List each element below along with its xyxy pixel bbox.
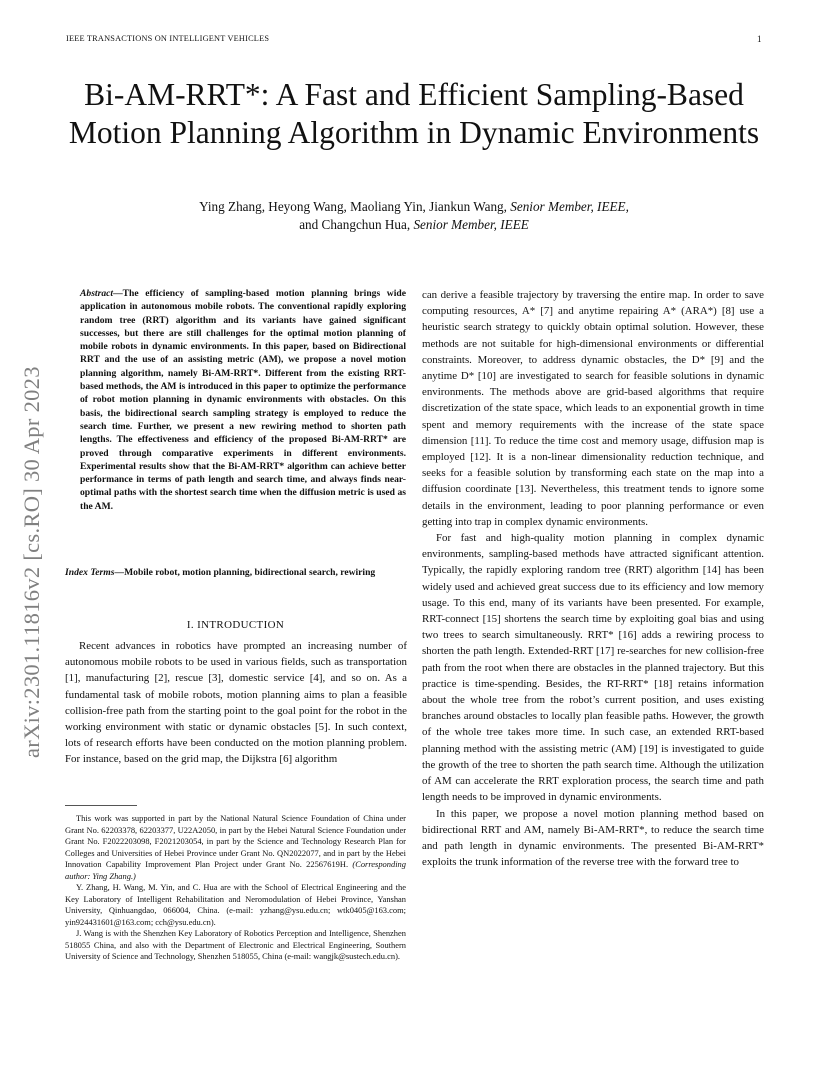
author-line-1: Ying Zhang, Heyong Wang, Maoliang Yin, Jiankun Wang, [199, 199, 507, 214]
footnote-corresponding: (Corresponding author: Ying Zhang.) [65, 859, 406, 881]
author-role-1: Senior Member, IEEE, [510, 199, 629, 214]
author-line-2: and Changchun Hua, [299, 217, 411, 232]
footnote-funding: This work was supported in part by the National Natural Science Foundation of China under Grant No. 62203378, 62203377, U22A2050, in part by the Hebei Natural Science Foundation under Grant No. F2022203098, F2021203054, in part by the Science and Technology Research Plan for Colleges and Universities of Hebei Province under Grant No. QN2022077, and in part by the Hebei Innovation Capability Improvement Plan Project under Grant No. 22567619H. (Corresponding author: Ying Zhang.) [65, 813, 406, 881]
footnote-rule [65, 805, 137, 806]
index-terms [65, 566, 406, 579]
right-paragraph-1: can derive a feasible trajectory by traversing the entire map. In order to save computing resources, A* [7] and anytime repairing A* (ARA*) [8] use a heuristic search strategy to quickly obtain optimal solution. However, these methods are not suitable for high-dimensional environments or differential constraints. Moreover, to address dynamic obstacles, the D* [9] and the anytime D* [10] are investigated to search for feasible solutions in dynamic environments. The methods above are grid-based algorithms that require discretization of the state space, which leads to an exponential growth in time spent and memory requirements with the increase of the state space dimension [11]. To reduce the time cost and memory usage, diffusion map is employed [12]. It is a non-linear dimensionality reduction technique, and seeks for a feasible solution by transforming each state on the map into a diffusion coordinate [13]. Nevertheless, this treatment tends to ignore some details in the environment, leading to poor planning performance or even getting into trap in complex dynamic environments. [422, 289, 764, 528]
page-number: 1 [757, 34, 762, 44]
arxiv-side-label: arXiv:2301.11816v2 [cs.RO] 30 Apr 2023 [19, 366, 44, 758]
intro-paragraph: Recent advances in robotics have prompted an increasing number of autonomous mobile robots to be used in various fields, such as transportation [1], manufacturing [2], rescue [3], domestic service [4], and so on. As a fundamental task of mobile robots, motion planning aims to plan a feasible collision-free path from the starting point to the goal point for the robot in the working environment with static or dynamic obstacles [5]. In such context, lots of research efforts have been conducted on the motion planning problem. For instance, based on the grid map, the Dijkstra [6] algorithm [65, 640, 407, 766]
footnote-affiliation-2: J. Wang is with the Shenzhen Key Laboratory of Robotics Perception and Intelligence, Shenzhen 518055 China, and also with the Department of Electronic and Electrical Engineering, Southern University of Science and Technology, Shenzhen 518055, China (e-mail: wangjk@sustech.edu.cn). [65, 928, 406, 961]
footnote-affiliation-1: Y. Zhang, H. Wang, M. Yin, and C. Hua are with the School of Electrical Engineering and the Key Laboratory of Intelligent Rehabilitation and Neromodulation of Hebei Province, Yanshan University, Qinhuangdao, 066004, China. (e-mail: yzhang@ysu.edu.cn; wtk0405@163.com; yin924431601@163.com; cch@ysu.edu.cn). [65, 882, 406, 927]
right-column [422, 287, 764, 870]
paper-title: Bi-AM-RRT*: A Fast and Efficient Sampling-Based Motion Planning Algorithm in Dynamic Environments [68, 77, 760, 150]
author-block [60, 198, 768, 234]
footnotes [65, 813, 406, 963]
right-paragraph-3: In this paper, we propose a novel motion planning method based on bidirectional RRT and AM, namely Bi-AM-RRT*, to reduce the search time and path length in dynamic environments. The presented Bi-AM-RRT* exploits the trunk information of the reverse tree with the forward tree to [422, 807, 764, 869]
running-head: IEEE TRANSACTIONS ON INTELLIGENT VEHICLES [66, 34, 270, 43]
intro-left-column [65, 638, 407, 768]
abstract [80, 287, 406, 513]
author-role-2: Senior Member, IEEE [413, 217, 529, 232]
abstract-text: —The efficiency of sampling-based motion planning brings wide application in autonomous mobile robots. The conventional rapidly exploring random tree (RRT) algorithm and its variants have gained significant successes, but there are still challenges for the optimal motion planning of mobile robots in dynamic environments. In this paper, based on Bidirectional RRT and the use of an assisting metric (AM), we propose a novel motion planning algorithm, namely Bi-AM-RRT*. Different from the existing RRT-based methods, the AM is introduced in this paper to optimize the performance of robot motion planning in dynamic environments with obstacles. On this basis, the bidirectional search sampling strategy is employed to reduce the search time. Further, we present a new rewiring method to shorten path lengths. The effectiveness and efficiency of the proposed Bi-AM-RRT* are proved through comparative experiments in different environments. Experimental results show that the Bi-AM-RRT* algorithm can achieve better performance in terms of path length and search time, and always finds near-optimal paths with the shortest search time when the diffusion metric is used as the AM. [80, 288, 406, 512]
section-heading-introduction: I. INTRODUCTION [186, 619, 285, 631]
right-paragraph-2: For fast and high-quality motion planning in complex dynamic environments, sampling-based methods have attracted significant attention. Typically, the rapidly exploring random tree (RRT) algorithm [14] has been widely used and achieved great success due to its efficiency and low memory usage. To this end, many of its variants have been presented. For example, RRT-connect [15] shortens the search time by exploiting goal bias and using two trees to search simultaneously. RRT* [16] adds a rewiring process to shorten the path length. Extended-RRT [17] re-searches for new collision-free path from the root when there are obstacles in the planned trajectory. But this practice is time-spending. Besides, the RT-RRT* [18] retains information about the whole tree from the robot’s current position, and uses existing branches around obstacles to locally plan feasible paths. However, the growth of the whole tree takes more time. In such case, an extended RRT-based planning method with the assisting metric (AM) [19] is investigated to guide the growth of the tree to shorten the path search time. Although the utilization of AM can accelerate the RRT exploration process, the search time and path length needs to be improved in dynamic environments. [422, 532, 764, 804]
index-terms-label: Index Terms [65, 567, 115, 578]
index-terms-text: —Mobile robot, motion planning, bidirectional search, rewiring [114, 567, 376, 578]
abstract-label: Abstract [80, 288, 114, 299]
